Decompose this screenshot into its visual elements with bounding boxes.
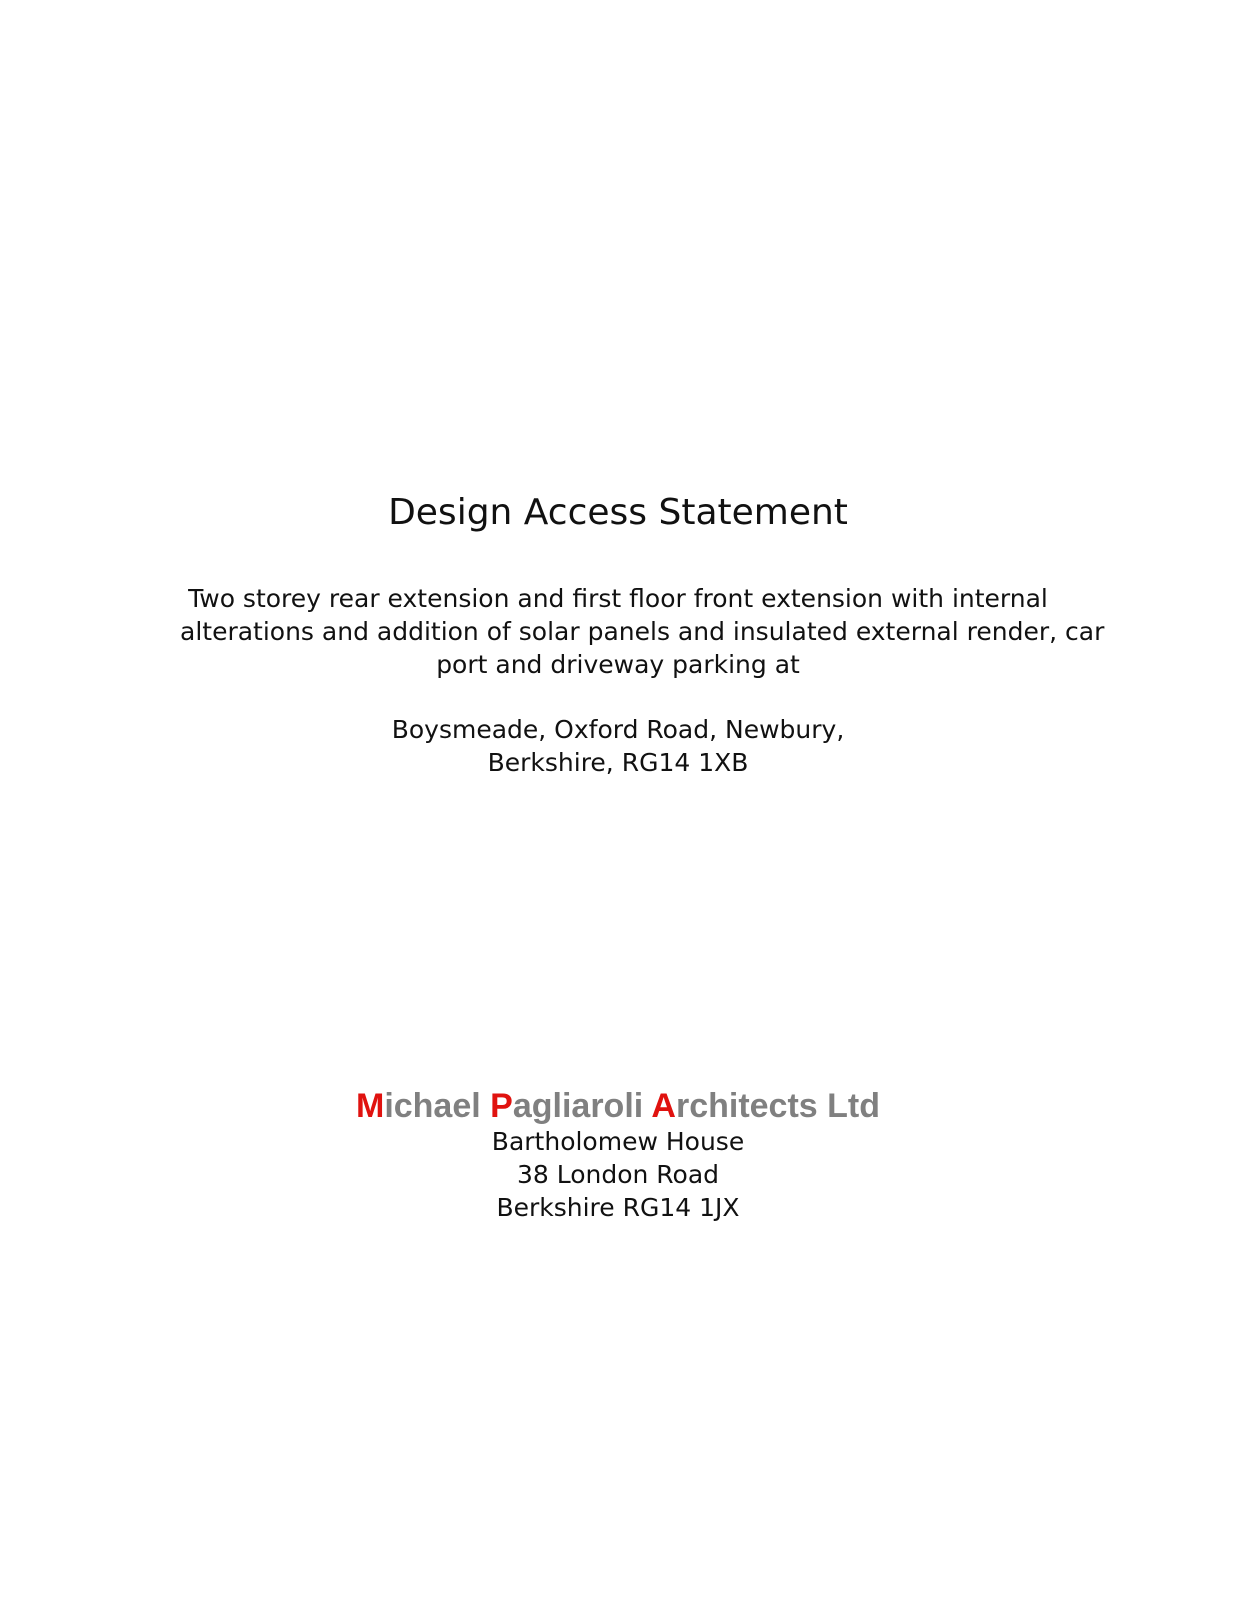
firm-name-initial: P (490, 1087, 513, 1125)
firm-address (0, 1125, 1236, 1224)
firm-name-initial: M (355, 1087, 385, 1125)
firm-address-line: Bartholomew House (491, 1127, 745, 1156)
firm-name-initial: A (651, 1087, 676, 1125)
document-title: Design Access Statement (388, 492, 848, 533)
project-description (180, 582, 1105, 681)
firm-address-line: 38 London Road (516, 1160, 720, 1189)
site-address-line: Boysmeade, Oxford Road, Newbury, (391, 715, 845, 744)
firm-name-rest: ichael (384, 1087, 491, 1125)
firm-name-rest: agliaroli (512, 1087, 652, 1125)
firm-address-line: Berkshire RG14 1JX (496, 1193, 740, 1222)
description-line: alterations and addition of solar panels and insulated external render, car (180, 617, 1105, 646)
description-line: port and driveway parking at (436, 650, 800, 679)
firm-name-rest: rchitects Ltd (675, 1087, 881, 1125)
firm-name (0, 1086, 1236, 1126)
description-line: Two storey rear extension and first floor front extension with internal (188, 584, 1048, 613)
site-address (0, 713, 1236, 779)
site-address-line: Berkshire, RG14 1XB (487, 748, 749, 777)
